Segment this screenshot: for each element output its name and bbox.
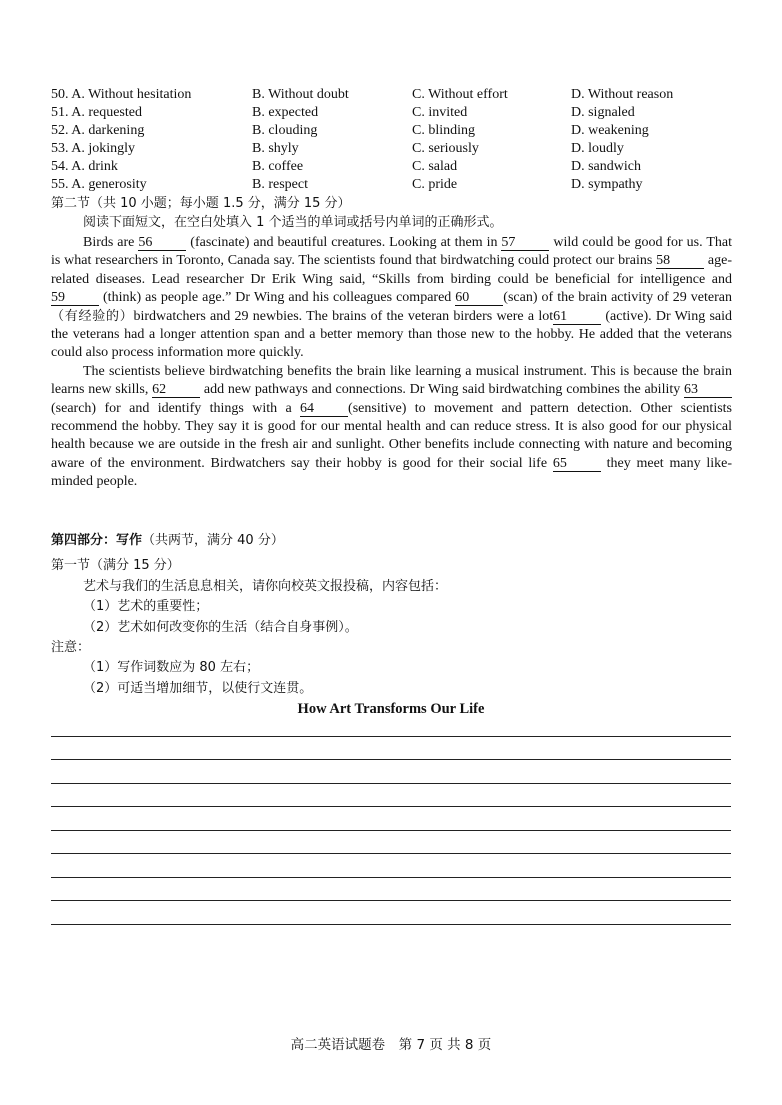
option-c: C. salad <box>412 159 458 174</box>
option-a: 50. A. Without hesitation <box>51 87 192 102</box>
writing-line[interactable] <box>51 853 731 854</box>
blank-58[interactable]: 58 <box>656 253 704 269</box>
writing-point-1: （1）艺术的重要性； <box>83 599 209 614</box>
text-run: (sensitive) to movement and pattern detection. Other scientists recommend the hobby. They say it is good for our mental health and can reduce stress. It is also good for our physical health because we are outside in the fresh air and sunlight. Other benefits include connecting with nature and becoming aware of the environment. Birdwatchers say their hobby is good for their social life <box>51 400 732 471</box>
text-run: (search) for and identify things with a <box>51 400 301 416</box>
blank-63[interactable]: 63 <box>684 382 732 398</box>
option-d: D. sympathy <box>571 177 643 192</box>
writing-section-1-heading: 第一节（满分 15 分） <box>51 558 180 573</box>
option-b: B. coffee <box>252 159 304 174</box>
blank-56[interactable]: 56 <box>138 235 186 251</box>
writing-point-2: （2）艺术如何改变你的生活（结合自身事例）。 <box>83 620 358 635</box>
option-b: B. shyly <box>252 141 299 156</box>
option-a: 51. A. requested <box>51 105 142 120</box>
option-b: B. Without doubt <box>252 87 349 102</box>
option-row-55 <box>51 176 741 194</box>
section-2-instruction: 阅读下面短文，在空白处填入 1 个适当的单词或括号内单词的正确形式。 <box>83 215 503 230</box>
option-d: D. signaled <box>571 105 635 120</box>
blank-65[interactable]: 65 <box>553 456 601 472</box>
writing-line[interactable] <box>51 736 731 737</box>
essay-title: How Art Transforms Our Life <box>297 701 485 717</box>
writing-line[interactable] <box>51 900 731 901</box>
option-d: D. sandwich <box>571 159 641 174</box>
blank-61[interactable]: 61 <box>553 309 601 325</box>
option-c: C. pride <box>412 177 458 192</box>
option-a: 55. A. generosity <box>51 177 147 192</box>
option-b: B. expected <box>252 105 319 120</box>
blank-62[interactable]: 62 <box>152 382 200 398</box>
text-run: Birds are <box>83 235 139 250</box>
option-b: B. respect <box>252 177 308 192</box>
text-run: (fascinate) and beautiful creatures. Looking at them in <box>186 235 502 250</box>
note-2: （2）可适当增加细节，以使行文连贯。 <box>83 681 313 696</box>
writing-line[interactable] <box>51 830 731 831</box>
passage-paragraph-1 <box>51 234 732 363</box>
text-run: age-related diseases. Lead researcher Dr Erik Wing said, “Skills from birding could be beneficial for intelligence and <box>51 253 733 287</box>
passage <box>51 234 732 492</box>
option-b: B. clouding <box>252 123 318 138</box>
option-row-50 <box>51 86 741 104</box>
notes-label: 注意： <box>51 640 91 655</box>
writing-line[interactable] <box>51 877 731 878</box>
gloss-text: （有经验的） <box>51 308 134 324</box>
option-d: D. Without reason <box>571 87 674 102</box>
part-4-heading <box>51 532 731 550</box>
writing-line[interactable] <box>51 783 731 784</box>
option-c: C. invited <box>412 105 468 120</box>
text-run: (active). Dr Wing said the veterans had a longer attention span and a better memory than those new to the hobby. He added that the veterans could also process information more quickly. <box>51 308 732 361</box>
option-d: D. loudly <box>571 141 624 156</box>
option-c: C. seriously <box>412 141 479 156</box>
option-row-52 <box>51 122 741 140</box>
option-row-51 <box>51 104 741 122</box>
passage-paragraph-2 <box>51 363 732 492</box>
part-4-heading-rest: （共两节，满分 40 分） <box>142 533 284 548</box>
text-run: wild could be good for us. That is what researchers in Toronto, Canada say. The scientists found that birdwatching could protect our brains <box>51 235 732 269</box>
text-run: birdwatchers and 29 newbies. The brains of the veteran birders were a lot <box>133 308 554 324</box>
option-row-54 <box>51 158 741 176</box>
blank-64[interactable]: 64 <box>300 401 348 417</box>
text-run: (scan) of the brain activity of 29 veteran <box>503 290 732 306</box>
option-a: 53. A. jokingly <box>51 141 136 156</box>
text-run: (think) as people age.” Dr Wing and his colleagues compared <box>99 290 456 306</box>
option-a: 52. A. darkening <box>51 123 145 138</box>
blank-59[interactable]: 59 <box>51 290 99 306</box>
blank-57[interactable]: 57 <box>501 235 549 251</box>
text-run: The scientists believe birdwatching benefits the brain like learning a musical instrument. This is because the brain learns new skills, <box>51 363 732 398</box>
writing-line[interactable] <box>51 759 731 760</box>
writing-prompt: 艺术与我们的生活息息相关，请你向校英文报投稿，内容包括： <box>83 579 448 594</box>
writing-line[interactable] <box>51 806 731 807</box>
section-2-heading: 第二节（共 10 小题；每小题 1.5 分，满分 15 分） <box>51 196 351 211</box>
option-c: C. Without effort <box>412 87 508 102</box>
writing-line[interactable] <box>51 924 731 925</box>
page-footer: 高二英语试题卷 第 7 页 共 8 页 <box>290 1037 492 1053</box>
option-c: C. blinding <box>412 123 476 138</box>
option-a: 54. A. drink <box>51 159 118 174</box>
option-row-53 <box>51 140 741 158</box>
note-1: （1）写作词数应为 80 左右； <box>83 660 260 675</box>
blank-60[interactable]: 60 <box>455 290 503 306</box>
text-run: add new pathways and connections. Dr Wing said birdwatching combines the ability <box>200 382 684 398</box>
part-4-heading-bold: 第四部分：写作 <box>51 533 143 548</box>
option-d: D. weakening <box>571 123 649 138</box>
text-run: they meet many like-minded people. <box>51 455 732 490</box>
